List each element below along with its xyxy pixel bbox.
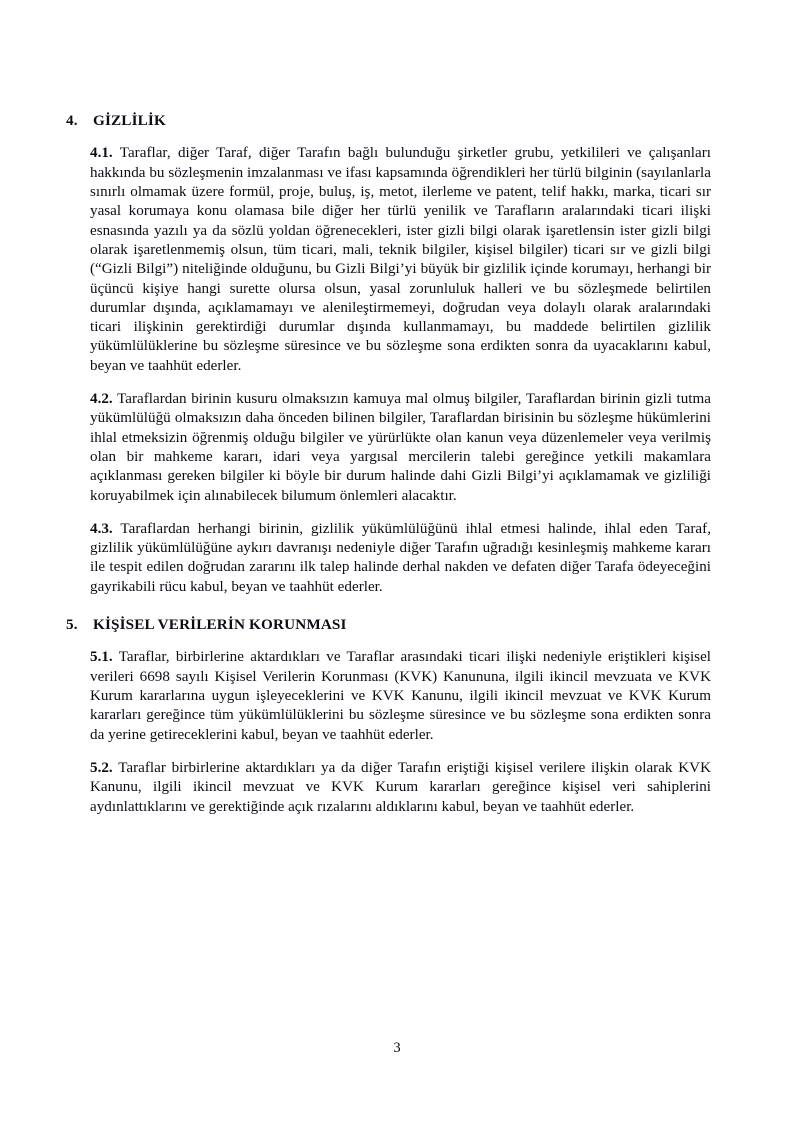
paragraph-number-5-2: 5.2.	[90, 759, 113, 776]
section-number-4: 4.	[66, 112, 78, 129]
page-content	[66, 111, 711, 817]
paragraph-4-2	[90, 390, 711, 506]
section-number-5: 5.	[66, 615, 78, 633]
paragraph-number-4-3: 4.3.	[90, 520, 113, 537]
paragraph-number-4-2: 4.2.	[90, 391, 113, 408]
paragraph-text-4-1: Taraflar, diğer Taraf, diğer Tarafın bağlı bulunduğu şirketler grubu, yetkilileri ve çalışanları hakkında bu sözleşmenin imzalanması ve ifası kapsamında öğrendikleri her türlü bilginin (sayılanlarla sınırlı olmamak üzere formül, proje, buluş, iş, metot, ilerleme ve patent, telif hakkı, marka, ticari sır yasal korumaya konu olamasa bile diğer her türlü yenilik ve Tarafların aralarındaki ticari ilişki esnasında yazılı ya da sözlü yoldan öğrenecekleri, ister gizli bilgi olarak işaretlensin ister gizli bilgi olarak işaretlenmemiş olsun, tüm ticari, mali, teknik bilgiler, kişisel bilgiler) ticari sır ve gizli bilgi (“Gizli Bilgi”) niteliğinde olduğunu, bu Gizli Bilgi’yi büyük bir gizlilik içinde korumayı, herhangi bir üçüncü kişiye hangi surette olursa olsun, yasal zorunluluk halleri ve bu sözleşmede belirtilen durumlar dışında, açıklamamayı ve alenileştirmemeyi, doğrudan veya dolaylı olarak aralarındaki ticari ilişkinin gerektirdiği durumlar dışında kullanmamayı, bu maddede belirtilen gizlilik yükümlülüklerine bu sözleşme süresince ve bu sözleşme sona erdikten sonra da uyacaklarını kabul, beyan ve taahhüt ederler.	[90, 145, 711, 374]
section-heading-4	[66, 111, 711, 130]
page-number: 3	[393, 1040, 401, 1056]
paragraph-5-2	[90, 759, 711, 817]
paragraph-5-1	[90, 648, 711, 744]
section-title-5: KİŞİSEL VERİLERİN KORUNMASI	[93, 615, 347, 633]
paragraph-text-4-2: Taraflardan birinin kusuru olmaksızın kamuya mal olmuş bilgiler, Taraflardan birinin gizli tutma yükümlülüğü olmaksızın daha önceden bilinen bilgiler, Taraflardan birisinin bu sözleşme hükümlerini ihlal etmeksizin öğrenmiş olduğu bilgiler ve yürürlükte olan kanun veya düzenlemeler veya verilmiş olan bir mahkeme kararı, idari veya yargısal mercilerin talebi gereğince yetkili makamlara açıklanması gereken bilgiler ki böyle bir durum halinde dahi Gizli Bilgi’yi açıklamamak ve gizliliği koruyabilmek için alınabilecek bilumum önlemleri alacaktır.	[90, 391, 711, 504]
paragraph-text-5-1: Taraflar, birbirlerine aktardıkları ve Taraflar arasındaki ticari ilişki nedeniyle eriştikleri kişisel verileri 6698 sayılı Kişisel Verilerin Korunması (KVK) Kanununa, ilgili ikincil mevzuata ve KVK Kurum kararlarına uygun işleyeceklerini ve KVK Kanunu, ilgili ikincil mevzuat ve KVK Kurum kararları gereğince tüm yükümlülüklerini bu sözleşme süresince ve bu sözleşme sona erdikten sonra da yerine getireceklerini kabul, beyan ve taahhüt ederler.	[90, 649, 711, 743]
paragraph-number-5-1: 5.1.	[90, 649, 113, 666]
paragraph-text-5-2: Taraflar birbirlerine aktardıkları ya da diğer Tarafın eriştiği kişisel verilere ilişkin olarak KVK Kanunu, ilgili ikincil mevzuat ve KVK Kurum kararları gereğince kişisel veri sahiplerini aydınlattıklarını ve gerektiğinde açık rızalarını aldıklarını kabul, beyan ve taahhüt ederler.	[90, 759, 711, 815]
paragraph-4-3	[90, 520, 711, 597]
section-title-4: GİZLİLİK	[93, 112, 166, 129]
paragraph-number-4-1: 4.1.	[90, 145, 113, 162]
section-heading-5	[66, 615, 711, 634]
paragraph-4-1	[90, 144, 711, 376]
paragraph-text-4-3: Taraflardan herhangi birinin, gizlilik yükümlülüğünü ihlal etmesi halinde, ihlal eden Taraf, gizlilik yükümlülüğüne aykırı davranışı nedeniyle diğer Tarafın uğradığı kesinleşmiş mahkeme kararı ile tespit edilen doğrudan zararını ilk talep halinde derhal nakden ve defaten diğer Tarafa ödeyeceğini gayrikabili rücu kabul, beyan ve taahhüt ederler.	[90, 520, 711, 595]
